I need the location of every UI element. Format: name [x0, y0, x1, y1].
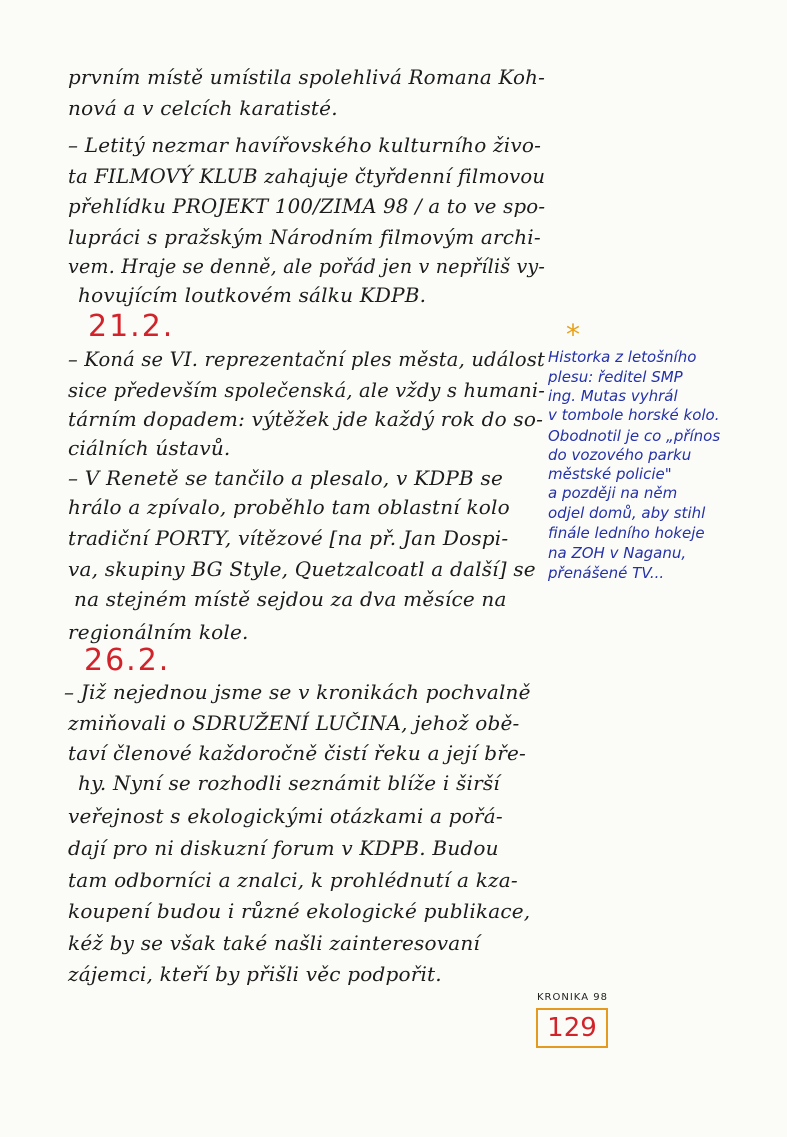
text-line: sice především společenská, ale vždy s humani- [68, 378, 546, 402]
text-line: vem. Hraje se denně, ale pořád jen v nepříliš vy- [68, 254, 546, 278]
side-note-line: v tombole horské kolo. [548, 406, 720, 424]
text-line: tárním dopadem: výtěžek jde každý rok do so- [68, 407, 544, 431]
text-line: hovujícím loutkovém sálku KDPB. [78, 283, 427, 307]
text-line: tam odborníci a znalci, k prohlédnutí a kza- [68, 868, 518, 892]
entry-date: 21.2. [88, 309, 175, 344]
side-note-line: odjel domů, aby stihl [548, 504, 706, 522]
text-line: nová a v celcích karatisté. [68, 96, 338, 120]
side-note-line: na ZOH v Naganu, [548, 544, 687, 562]
text-line: přehlídku PROJEKT 100/ZIMA 98 / a to ve spo- [68, 194, 546, 218]
asterisk-icon: * [566, 318, 580, 351]
text-line: taví členové každoročně čistí řeku a její bře- [68, 741, 526, 765]
chronicle-label: KRONIKA 98 [537, 992, 608, 1003]
text-line: regionálním kole. [68, 620, 249, 644]
text-line: – V Renetě se tančilo a plesalo, v KDPB se [68, 466, 503, 490]
text-line: va, skupiny BG Style, Quetzalcoatl a další] se [68, 557, 536, 581]
text-line: zmiňovali o SDRUŽENÍ LUČINA, jehož obě- [68, 711, 520, 735]
text-line: – Již nejednou jsme se v kronikách pochvalně [64, 680, 531, 704]
entry-date: 26.2. [84, 643, 171, 678]
side-note-line: městské policie" [548, 465, 672, 483]
text-line: veřejnost s ekologickými otázkami a pořá- [68, 804, 503, 828]
text-line: hrálo a zpívalo, proběhlo tam oblastní kolo [68, 495, 510, 519]
text-line: kéž by se však také našli zainteresovaní [68, 931, 481, 955]
text-line: lupráci s pražským Národním filmovým archi- [68, 225, 541, 249]
side-note-line: přenášené TV... [548, 564, 665, 582]
text-line: zájemci, kteří by přišli věc podpořit. [68, 962, 442, 986]
side-note-line: do vozového parku [548, 446, 692, 464]
text-line: hy. Nyní se rozhodli seznámit blíže i širší [78, 771, 500, 795]
page-number: 129 [536, 1008, 608, 1048]
text-line: dají pro ni diskuzní forum v KDPB. Budou [68, 836, 499, 860]
text-line: ciálních ústavů. [68, 436, 231, 460]
text-line: na stejném místě sejdou za dva měsíce na [74, 587, 507, 611]
side-note-line: ing. Mutas vyhrál [548, 387, 678, 405]
side-note-line: finále ledního hokeje [548, 524, 705, 542]
side-note-line: a později na něm [548, 484, 678, 502]
side-note-line: Historka z letošního [548, 348, 697, 366]
text-line: tradiční PORTY, vítězové [na př. Jan Dospi- [68, 526, 509, 550]
text-line: – Koná se VI. reprezentační ples města, událost [68, 347, 546, 371]
text-line: koupení budou i různé ekologické publikace, [68, 899, 531, 923]
text-line: – Letitý nezmar havířovského kulturního živo- [68, 133, 542, 157]
side-note-line: plesu: ředitel SMP [548, 368, 683, 386]
text-line: prvním místě umístila spolehlivá Romana Koh- [68, 65, 546, 89]
text-line: ta FILMOVÝ KLUB zahajuje čtyřdenní filmovou [68, 164, 546, 188]
side-note-line: Obodnotil je co „přínos [548, 427, 721, 445]
